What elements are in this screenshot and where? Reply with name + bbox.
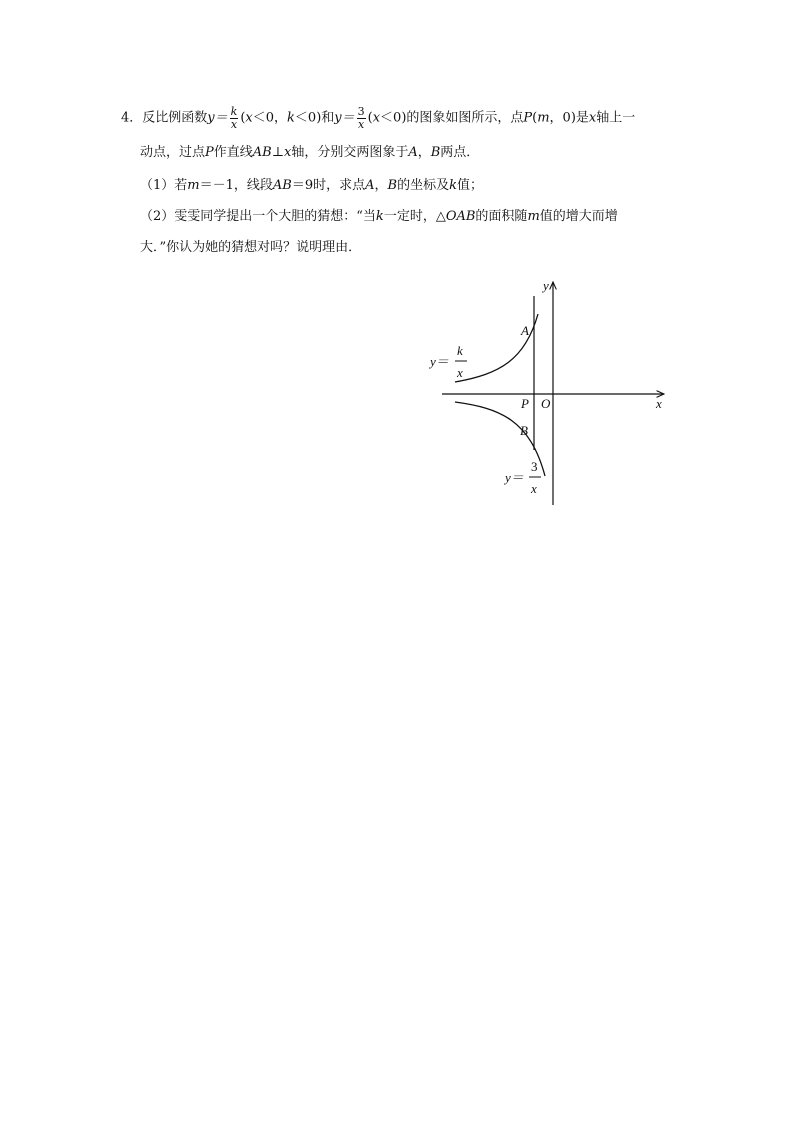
origin-label: O <box>541 396 551 411</box>
point-B-label: B <box>520 423 528 438</box>
fraction-3-over-x: $\frac{3}{x}$ <box>357 105 365 131</box>
y-axis-label: y <box>543 278 549 293</box>
x-axis-label: x <box>656 396 662 411</box>
svg-text:x: x <box>531 481 537 496</box>
svg-text:y＝: y＝ <box>505 470 524 485</box>
svg-text:y＝: y＝ <box>430 354 449 369</box>
part-1: （1）若m＝－1，线段AB＝9时，求点A，B的坐标及k值； <box>140 178 484 193</box>
problem-line-1: 4．反比例函数y＝ $\frac{k}{x}$ (x＜0，k＜0)和y＝ $\frac{3}{x}$ (x＜0)的图象如图所示，点P(m，0)是x轴上一 <box>121 105 636 131</box>
part-2: （2）雯雯同学提出一个大胆的猜想：“当k一定时，△OAB的面积随m值的增大而增 <box>140 209 618 224</box>
point-A-label: A <box>521 323 529 338</box>
fraction-k-over-x: $\frac{k}{x}$ <box>230 105 238 131</box>
part-2-continued: 大．”你认为她的猜想对吗？说明理由． <box>140 240 362 255</box>
problem-line-2: 动点，过点P作直线AB⊥x轴，分别交两图象于A，B两点． <box>140 145 480 160</box>
svg-text:x: x <box>457 365 463 380</box>
equation-upper <box>428 343 467 380</box>
svg-text:3: 3 <box>531 459 538 474</box>
svg-text:k: k <box>457 343 463 358</box>
point-P-label: P <box>521 396 529 411</box>
equation-lower <box>503 459 541 496</box>
problem-number: 4． <box>121 110 143 126</box>
